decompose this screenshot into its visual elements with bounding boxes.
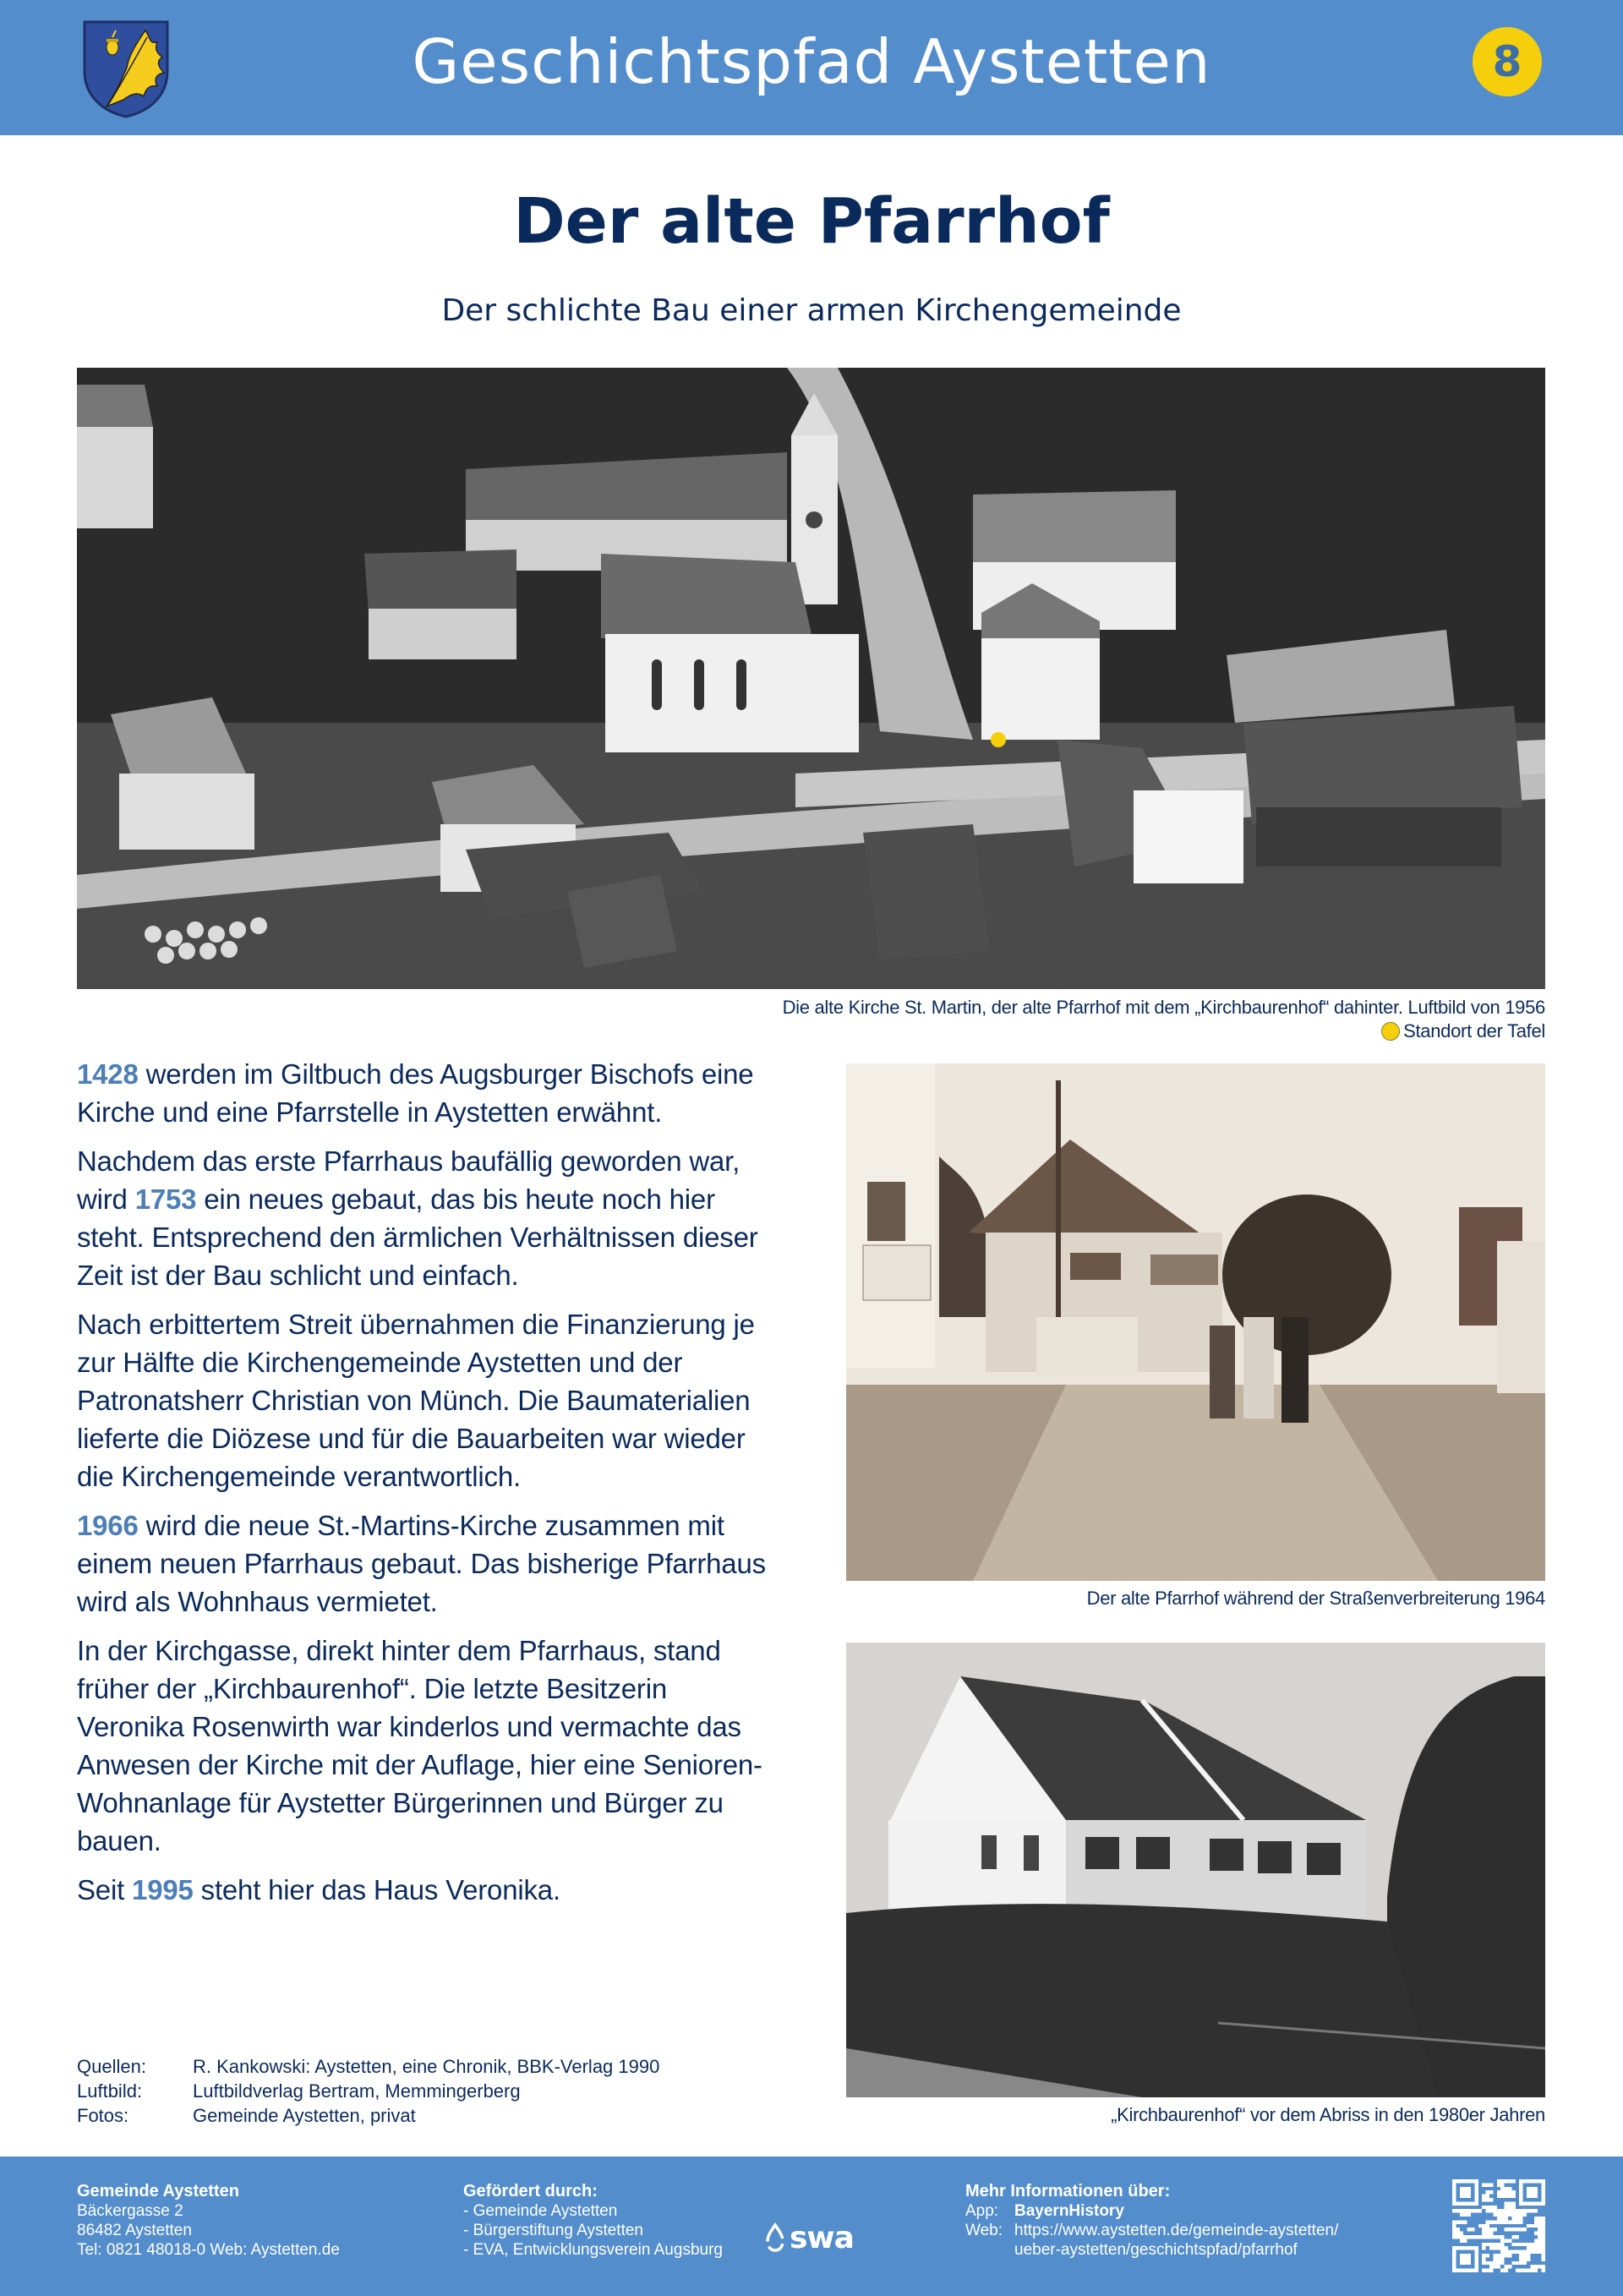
header-bar [0, 0, 1623, 135]
funding-item: - EVA, Entwicklungsverein Augsburg [463, 2241, 723, 2259]
year-highlight: 1995 [132, 1874, 194, 1905]
contact-heading: Gemeinde Aystetten [77, 2182, 239, 2200]
aerial-photo-1956 [77, 368, 1545, 989]
article-body [77, 1055, 779, 1920]
farm-photo-caption: „Kirchbaurenhof“ vor dem Abriss in den 1980er Jahren [1111, 2104, 1545, 2125]
swa-logo-text: swa [790, 2220, 854, 2255]
footer-bar [0, 2157, 1623, 2296]
year-highlight: 1966 [77, 1510, 139, 1541]
swa-logo [764, 2221, 854, 2255]
page-subtitle: Der schlichte Bau einer armen Kirchengemeinde [441, 293, 1182, 328]
paragraph-financing: Nach erbittertem Streit übernahmen die Finanzierung je zur Hälfte die Kirchengemeinde Aystetten und der Patronatsherr Christian von Münch. Die Baumaterialien lieferte die Diözese und für die Bauarbeiten war wieder die Kirchengemeinde verantwortlich. [77, 1309, 755, 1492]
paragraph-kirchbaurenhof: In der Kirchgasse, direkt hinter dem Pfarrhaus, stand früher der „Kirchbaurenhof“. Die letzte Besitzerin Veronika Rosenwirth war kinderlos und vermachte das Anwesen der Kirche mit der Auflage, hier eine Senioren-Wohnanlage für Aystetter Bürgerinnen und Bürger zu bauen. [77, 1635, 762, 1856]
paragraph-text: steht hier das Haus Veronika. [193, 1874, 560, 1905]
source-value: Luftbildverlag Bertram, Memmingerberg [193, 2080, 521, 2102]
web-row-cont [965, 2240, 1338, 2260]
aerial-photo-caption: Die alte Kirche St. Martin, der alte Pfarrhof mit dem „Kirchbaurenhof“ dahinter. Luftbild von 1956 [782, 997, 1545, 1018]
paragraph-text: Nachdem das erste Pfarrhaus baufällig geworden war, wird [77, 1145, 740, 1215]
source-value: Gemeinde Aystetten, privat [193, 2105, 416, 2126]
farm-photo-illustration [846, 1643, 1545, 2097]
paragraph-text: Seit [77, 1874, 133, 1905]
location-legend [1381, 1020, 1545, 1043]
app-name: BayernHistory [1014, 2202, 1124, 2220]
web-url-line-2[interactable]: ueber-aystetten/geschichtspfad/pfarrhof [1014, 2241, 1298, 2259]
location-marker-icon [1381, 1022, 1400, 1041]
source-label: Quellen: [77, 2056, 146, 2077]
station-number-badge: 8 [1473, 27, 1542, 96]
funding-item: - Gemeinde Aystetten [463, 2202, 618, 2220]
year-highlight: 1428 [77, 1058, 139, 1090]
street-photo-illustration [846, 1063, 1545, 1581]
web-url-line-1[interactable]: https://www.aystetten.de/gemeinde-aystetten/ [1014, 2222, 1339, 2239]
more-info-block [965, 2182, 1338, 2260]
contact-phone-web: Tel: 0821 48018-0 Web: Aystetten.de [77, 2241, 340, 2259]
page-title: Der alte Pfarrhof [513, 185, 1110, 258]
qr-code-icon[interactable] [1452, 2179, 1545, 2272]
sources-list [77, 2054, 659, 2128]
paragraph-text: wird die neue St.-Martins-Kirche zusammen mit einem neuen Pfarrhaus gebaut. Das bisherige Pfarrhaus wird als Wohnhaus vermietet. [77, 1510, 766, 1617]
app-label: App: [965, 2202, 999, 2220]
source-row [77, 2103, 659, 2128]
source-value: R. Kankowski: Aystetten, eine Chronik, BBK-Verlag 1990 [193, 2056, 660, 2077]
more-info-heading: Mehr Informationen über: [965, 2182, 1171, 2200]
paragraph-1753 [77, 1142, 779, 1294]
funding-item: - Bürgerstiftung Aystetten [463, 2222, 643, 2239]
paragraph-text: werden im Giltbuch des Augsburger Bischofs eine Kirche und eine Pfarrstelle in Aystetten erwähnt. [77, 1058, 754, 1128]
app-row [965, 2201, 1338, 2221]
kirchbaurenhof-photo-1980s [846, 1643, 1545, 2097]
location-legend-label: Standort der Tafel [1403, 1020, 1545, 1041]
contact-street: Bäckergasse 2 [77, 2202, 183, 2220]
aerial-photo-illustration [77, 368, 1545, 989]
source-label: Luftbild: [77, 2080, 143, 2102]
source-label: Fotos: [77, 2105, 129, 2126]
street-photo-caption: Der alte Pfarrhof während der Straßenverbreiterung 1964 [1086, 1588, 1545, 1609]
header-title: Geschichtspfad Aystetten [412, 26, 1211, 97]
paragraph-text: ein neues gebaut, das bis heute noch hier steht. Entsprechend den ärmlichen Verhältnissen dieser Zeit ist der Bau schlicht und einfach. [77, 1184, 758, 1291]
web-label: Web: [965, 2222, 1003, 2239]
year-highlight: 1753 [134, 1184, 197, 1215]
contact-block [77, 2182, 340, 2260]
contact-city: 86482 Aystetten [77, 2222, 192, 2239]
street-widening-photo-1964 [846, 1063, 1545, 1581]
funding-block [463, 2182, 723, 2260]
source-row [77, 2079, 659, 2103]
water-drop-icon [764, 2222, 786, 2253]
paragraph-1966 [77, 1506, 779, 1621]
location-marker-icon [991, 732, 1006, 747]
funding-heading: Gefördert durch: [463, 2182, 598, 2200]
paragraph-1995 [77, 1871, 779, 1909]
paragraph-1428 [77, 1055, 779, 1131]
source-row [77, 2054, 659, 2079]
web-row [965, 2221, 1338, 2240]
